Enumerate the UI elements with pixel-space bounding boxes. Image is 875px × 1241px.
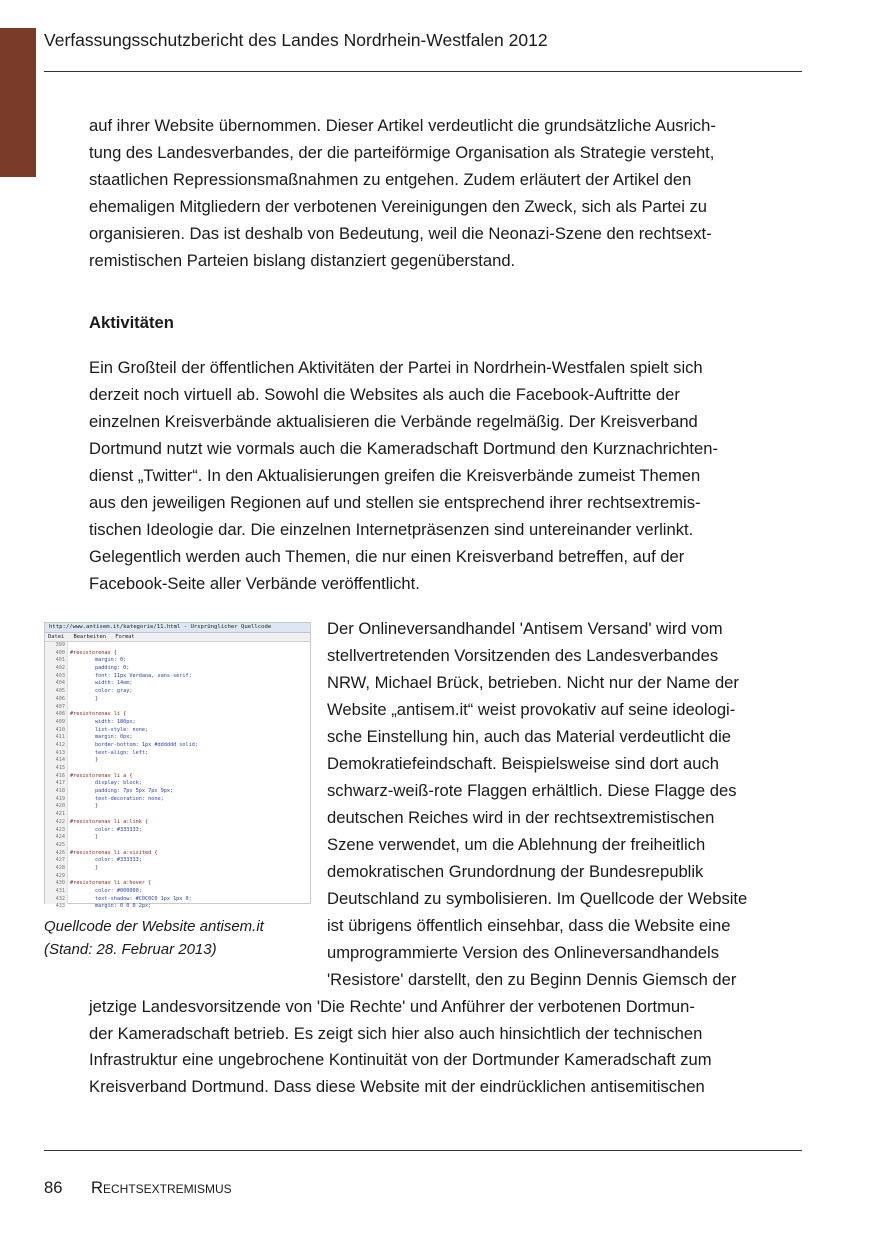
code-line <box>45 765 310 773</box>
chapter-color-tab <box>0 28 36 177</box>
code-line-number: 402 <box>55 665 65 672</box>
code-line-text: text-shadow: #C0C0C0 1px 1px 0; <box>70 895 192 902</box>
code-line-text: margin: 0; <box>70 657 127 664</box>
code-line-number: 428 <box>55 864 65 871</box>
code-line <box>45 673 310 681</box>
code-line-text: } <box>70 864 99 871</box>
code-line-text: margin: 0px; <box>70 734 133 741</box>
code-line-number: 430 <box>55 880 65 887</box>
text-line: ehemaligen Mitgliedern der verbotenen Vereinigungen den Zweck, sich als Partei zu <box>89 197 708 216</box>
text-line: auf ihrer Website übernommen. Dieser Artikel verdeutlicht die grundsätzliche Ausrich- <box>89 116 716 135</box>
section-heading: Aktivitäten <box>89 313 174 332</box>
text-line: schwarz-weiß-rote Flaggen erhältlich. Diese Flagge des <box>327 781 737 800</box>
text-line: ist übrigens öffentlich einsehbar, dass die Website eine <box>327 916 731 935</box>
code-line <box>45 888 310 896</box>
code-line <box>45 865 310 873</box>
text-line: deutschen Reiches wird in der rechtsextremistischen <box>327 808 715 827</box>
running-header: Verfassungsschutzbericht des Landes Nordrhein-Westfalen 2012 <box>44 30 548 50</box>
code-line <box>45 665 310 673</box>
code-line-text: text-decoration: none; <box>70 795 164 802</box>
text-line: umprogrammierte Version des Onlineversandhandels <box>327 943 720 962</box>
caption-line: Quellcode der Website antisem.it <box>44 918 264 935</box>
code-line-text: display: block; <box>70 780 142 787</box>
text-line: Infrastruktur eine ungebrochene Kontinuität von der Dortmunder Kameradschaft zum <box>89 1050 712 1069</box>
code-line-text: width: 180px; <box>70 718 136 725</box>
code-line <box>45 788 310 796</box>
caption-line: (Stand: 28. Februar 2013) <box>44 941 217 958</box>
figure-caption <box>44 915 264 961</box>
code-line-number: 414 <box>55 757 65 764</box>
text-line: Kreisverband Dortmund. Dass diese Website mit der eindrücklichen antisemitischen <box>89 1076 705 1096</box>
code-line-number: 418 <box>55 788 65 795</box>
code-line-number: 427 <box>55 857 65 864</box>
code-line <box>45 680 310 688</box>
text-line: Ein Großteil der öffentlichen Aktivitäten der Partei in Nordrhein-Westfalen spielt sich <box>89 358 703 377</box>
code-line-number: 408 <box>55 711 65 718</box>
code-line-text: } <box>70 695 99 702</box>
code-line-text: #resistorenav { <box>70 649 117 656</box>
code-line <box>45 657 310 665</box>
code-line <box>45 688 310 696</box>
code-line-number: 400 <box>55 649 65 656</box>
code-line <box>45 711 310 719</box>
code-line-text: } <box>70 834 99 841</box>
code-line-number: 424 <box>55 834 65 841</box>
code-line-number: 416 <box>55 772 65 779</box>
code-line-text: color: #000000; <box>70 888 142 894</box>
text-line: Deutschland zu symbolisieren. Im Quellcode der Website <box>327 889 748 908</box>
code-line-number: 425 <box>55 841 65 848</box>
code-line-number: 407 <box>55 703 65 710</box>
code-line <box>45 642 310 650</box>
code-line <box>45 719 310 727</box>
code-line-text: color: gray; <box>70 688 133 695</box>
code-line <box>45 773 310 781</box>
code-line-number: 417 <box>55 780 65 787</box>
code-line-text: padding: 0; <box>70 665 130 672</box>
code-line-text: padding: 7px 5px 7px 9px; <box>70 788 174 795</box>
code-line-text: text-align: left; <box>70 749 149 756</box>
code-line-text: border-bottom: 1px #dddddd solid; <box>70 741 199 748</box>
code-line-number: 399 <box>55 642 65 648</box>
code-line-number: 413 <box>55 749 65 756</box>
code-line-number: 421 <box>55 811 65 818</box>
code-line-text: #resistorenav li a:hover { <box>70 880 152 887</box>
code-line <box>45 757 310 765</box>
code-line-number: 423 <box>55 826 65 833</box>
code-line-text: #resistorenav li a:visited { <box>70 849 158 856</box>
text-line: Demokratiefeindschaft. Beispielsweise sind dort auch <box>327 754 719 773</box>
text-line: organisieren. Das ist deshalb von Bedeutung, weil die Neonazi-Szene den rechtsext- <box>89 224 712 243</box>
code-line-number: 426 <box>55 849 65 856</box>
code-line <box>45 650 310 658</box>
footer-section-title: Rechtsextremismus <box>91 1178 232 1197</box>
code-line <box>45 873 310 881</box>
code-line <box>45 727 310 735</box>
code-line-number: 410 <box>55 726 65 733</box>
code-line-number: 420 <box>55 803 65 810</box>
code-line <box>45 896 310 904</box>
text-line: NRW, Michael Brück, betrieben. Nicht nur der Name der <box>327 673 739 692</box>
text-line: Gelegentlich werden auch Themen, die nur einen Kreisverband betreffen, auf der <box>89 547 685 566</box>
code-line-number: 404 <box>55 680 65 687</box>
code-line-text: margin: 0 0 0 2px; <box>70 903 152 910</box>
text-line: Dortmund nutzt wie vormals auch die Kameradschaft Dortmund den Kurznachrichten- <box>89 439 719 458</box>
text-line: tung des Landesverbandes, der die parteiförmige Organisation als Strategie versteht, <box>89 143 715 162</box>
text-line: stellvertretenden Vorsitzenden des Landesverbandes <box>327 646 719 665</box>
code-line <box>45 780 310 788</box>
code-line-text: } <box>70 803 99 810</box>
code-line <box>45 750 310 758</box>
code-line-text: color: #333333; <box>70 857 142 864</box>
code-line-text: color: #333333; <box>70 826 142 833</box>
text-line: 'Resistore' darstellt, den zu Beginn Dennis Giemsch der <box>327 970 737 989</box>
text-line: tischen Ideologie dar. Die einzelnen Internetpräsenzen sind untereinander verlinkt. <box>89 520 694 539</box>
code-line-number: 401 <box>55 657 65 664</box>
text-line: sche Einstellung hin, auch das Material verdeutlicht die <box>327 727 732 746</box>
code-line-text: width: 14em; <box>70 680 133 687</box>
text-line: derzeit noch virtuell ab. Sowohl die Websites als auch die Facebook-Auftritte der <box>89 385 680 404</box>
text-line: Website „antisem.it“ weist provokativ auf seine ideologi- <box>327 700 736 719</box>
code-line-number: 419 <box>55 795 65 802</box>
code-line-text: font: 11px Verdana, sans-serif; <box>70 672 192 679</box>
source-code-screenshot <box>44 622 311 910</box>
code-line <box>45 819 310 827</box>
code-line-text: #resistorenav li a { <box>70 772 133 779</box>
wrapped-paragraph <box>327 615 747 993</box>
code-line-number: 409 <box>55 718 65 725</box>
code-line <box>45 842 310 850</box>
activities-paragraph <box>89 354 801 597</box>
code-line <box>45 857 310 865</box>
code-line-number: 422 <box>55 818 65 825</box>
code-line <box>45 734 310 742</box>
code-line-text: #resistorenav li a:link { <box>70 818 149 825</box>
code-line <box>45 827 310 835</box>
code-line <box>45 811 310 819</box>
text-line: demokratischen Grundordnung der Bundesrepublik <box>327 862 704 881</box>
code-line-number: 432 <box>55 895 65 902</box>
code-line-number: 433 <box>55 903 65 910</box>
code-line <box>45 803 310 811</box>
code-line-number: 406 <box>55 695 65 702</box>
code-line-text: } <box>70 757 99 764</box>
figure-menu-item: Datei <box>48 634 65 640</box>
page-number: 86 <box>44 1178 63 1197</box>
code-line <box>45 742 310 750</box>
code-line-text: list-style: none; <box>70 726 149 733</box>
code-line <box>45 796 310 804</box>
figure-menu-bar <box>45 633 310 642</box>
text-line: jetzige Landesvorsitzende von 'Die Rechte' und Anführer der verbotenen Dortmun- <box>89 997 695 1016</box>
code-line <box>45 850 310 858</box>
text-line: staatlichen Repressionsmaßnahmen zu entgehen. Zudem erläutert der Artikel den <box>89 170 692 189</box>
code-line <box>45 834 310 842</box>
intro-paragraph <box>89 112 801 274</box>
text-line: remistischen Parteien bislang distanziert gegenüberstand. <box>89 251 516 270</box>
code-line-number: 415 <box>55 765 65 771</box>
text-line: der Kameradschaft betrieb. Es zeigt sich hier also auch hinsichtlich der technischen <box>89 1023 703 1043</box>
code-line <box>45 704 310 712</box>
text-line: Facebook-Seite aller Verbände veröffentlicht. <box>89 574 420 593</box>
code-line-number: 403 <box>55 672 65 679</box>
code-line-number: 411 <box>55 734 65 741</box>
code-line <box>45 696 310 704</box>
text-line: einzelnen Kreisverbände aktualisieren die Verbände regelmäßig. Der Kreisverband <box>89 412 698 431</box>
code-line <box>45 903 310 911</box>
text-line: Szene verwendet, um die Ablehnung der freiheitlich <box>327 835 706 854</box>
footer-rule <box>44 1150 802 1151</box>
figure-menu-item: Bearbeiten <box>73 634 106 640</box>
code-line <box>45 880 310 888</box>
continued-paragraph <box>89 994 712 1100</box>
code-line-number: 429 <box>55 872 65 879</box>
header-rule <box>44 71 802 72</box>
figure-menu-item: Format <box>115 634 135 640</box>
text-line: dienst „Twitter“. In den Aktualisierungen greifen die Kreisverbände zumeist Themen <box>89 466 701 485</box>
code-line-number: 431 <box>55 888 65 894</box>
figure-code-area <box>45 642 310 910</box>
code-line-text: #resistorenav li { <box>70 711 127 718</box>
code-line-number: 412 <box>55 741 65 748</box>
text-line: aus den jeweiligen Regionen auf und stellen sie entsprechend ihrer rechtsextremis- <box>89 493 701 512</box>
figure-window-title: http://www.antisem.it/kategorie/11.html - Ursprünglicher Quellcode <box>45 623 310 633</box>
code-line-number: 405 <box>55 688 65 695</box>
text-line: Der Onlineversandhandel 'Antisem Versand' wird vom <box>327 619 723 638</box>
